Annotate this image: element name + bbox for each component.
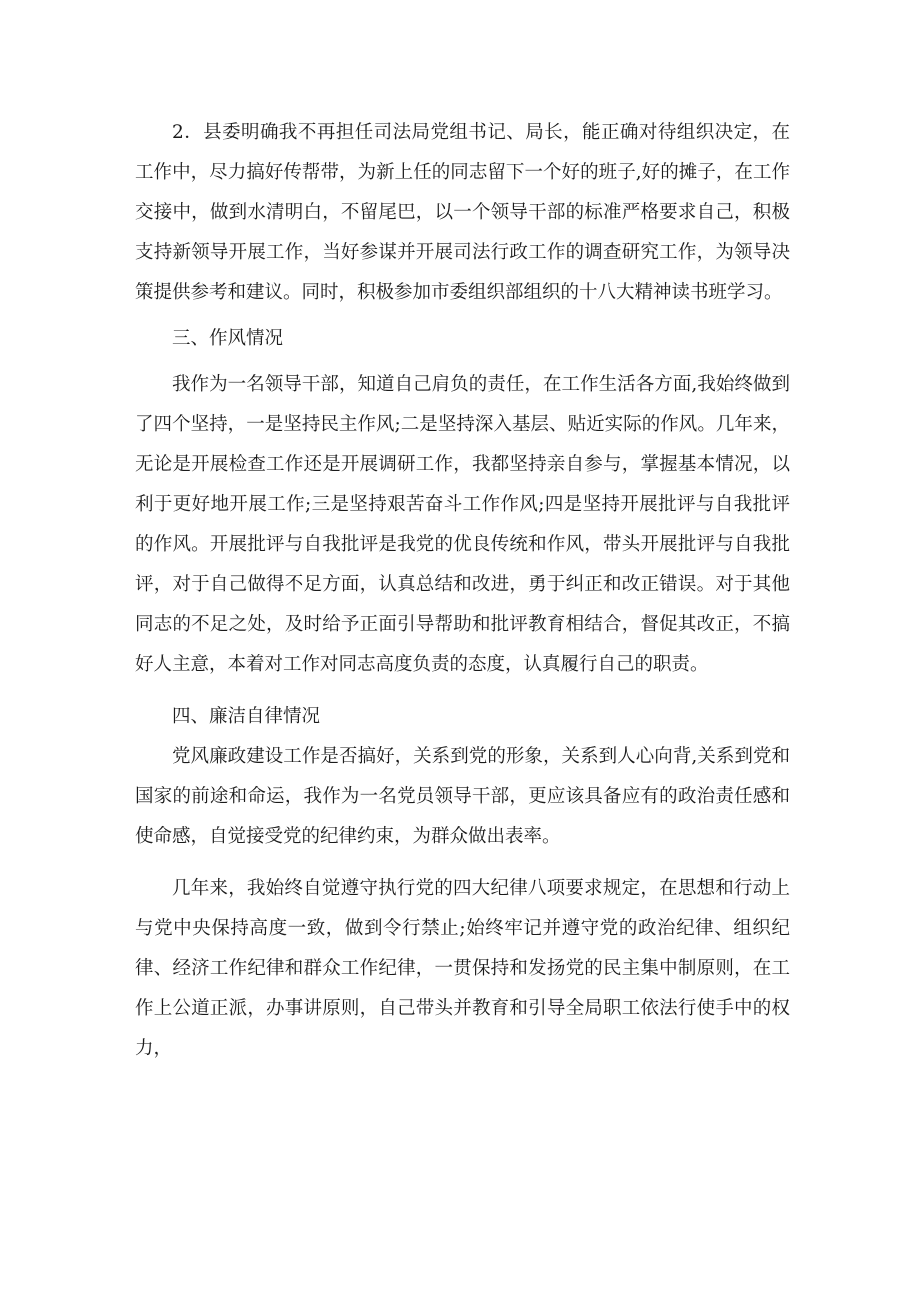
document-body (135, 113, 790, 1069)
paragraph-integrity-intro: 党风廉政建设工作是否搞好，关系到党的形象，关系到人心向背,关系到党和国家的前途和命运，我作为一名党员领导干部，更应该具备应有的政治责任感和使命感，自觉接受党的纪律约束，为群众做出表率。 (135, 746, 790, 847)
paragraph-discipline: 几年来，我始终自觉遵守执行党的四大纪律八项要求规定，在思想和行动上与党中央保持高度一致，做到令行禁止;始终牢记并遵守党的政治纪律、组织纪律、经济工作纪律和群众工作纪律，一贯保持和发扬党的民主集中制原则，在工作上公道正派，办事讲原则，自己带头并教育和引导全局职工依法行使手中的权力， (135, 878, 790, 1059)
heading-work-style: 三、作风情况 (172, 328, 284, 349)
heading-integrity: 四、廉洁自律情况 (172, 706, 321, 727)
paragraph-handover: 2．县委明确我不再担任司法局党组书记、局长，能正确对待组织决定，在工作中，尽力搞好传帮带，为新上任的同志留下一个好的班子,好的摊子，在工作交接中，做到水清明白，不留尾巴，以一个领导干部的标准严格要求自己，积极支持新领导开展工作，当好参谋并开展司法行政工作的调查研究工作，为领导决策提供参考和建议。同时，积极参加市委组织部组织的十八大精神读书班学习。 (135, 122, 790, 303)
paragraph-work-style: 我作为一名领导干部，知道自己肩负的责任，在工作生活各方面,我始终做到了四个坚持，一是坚持民主作风;二是坚持深入基层、贴近实际的作风。几年来，无论是开展检查工作还是开展调研工作，我都坚持亲自参与，掌握基本情况，以利于更好地开展工作;三是坚持艰苦奋斗工作作风;四是坚持开展批评与自我批评的作风。开展批评与自我批评是我党的优良传统和作风，带头开展批评与自我批评，对于自己做得不足方面，认真总结和改进，勇于纠正和改正错误。对于其他同志的不足之处，及时给予正面引导帮助和批评教育相结合，督促其改正，不搞好人主意，本着对工作对同志高度负责的态度，认真履行自己的职责。 (135, 374, 790, 675)
